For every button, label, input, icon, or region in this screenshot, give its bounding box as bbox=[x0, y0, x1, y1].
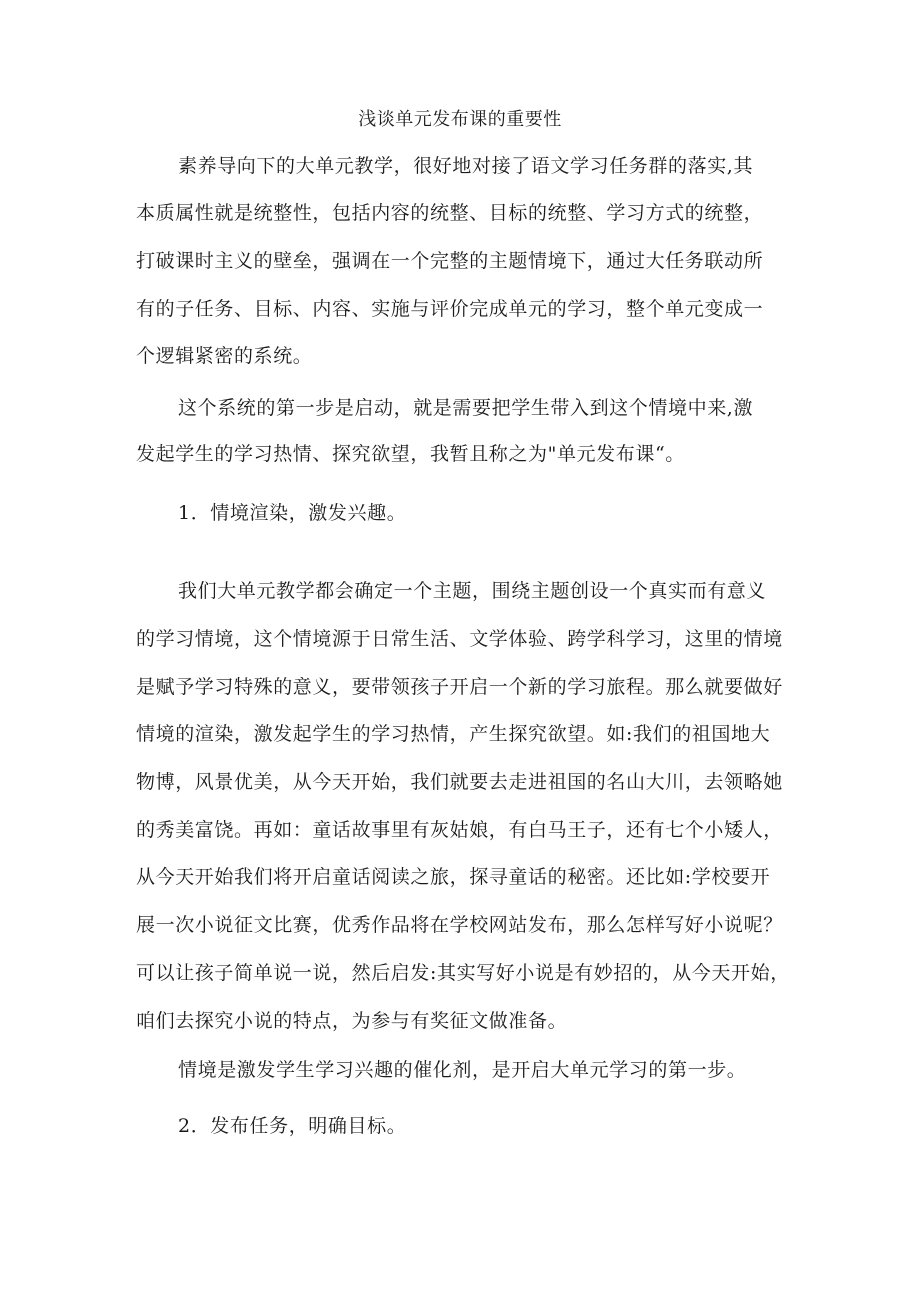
paragraph-line: 有的子任务、目标、内容、实施与评价完成单元的学习，整个单元变成一 bbox=[136, 298, 764, 320]
paragraph-line: 可以让孩子简单说一说，然后启发:其实写好小说是有妙招的，从今天开始， bbox=[136, 962, 790, 984]
paragraph-line: 咱们去探究小说的特点，为参与有奖征文做准备。 bbox=[136, 1010, 568, 1032]
paragraph-line: 打破课时主义的壁垒，强调在一个完整的主题情境下，通过大任务联动所 bbox=[136, 250, 764, 272]
paragraph-line: 发起学生的学习热情、探究欲望，我暂且称之为"单元发布课“。 bbox=[136, 443, 685, 465]
paragraph-line: 展一次小说征文比赛，优秀作品将在学校网站发布，那么怎样写好小说呢？ bbox=[136, 914, 783, 936]
document-title: 浅谈单元发布课的重要性 bbox=[358, 109, 562, 130]
paragraph-line: 这个系统的第一步是启动，就是需要把学生带入到这个情境中来,激 bbox=[178, 397, 754, 419]
paragraph-line: 物博，风景优美，从今天开始，我们就要去走进祖国的名山大川，去领略她 bbox=[136, 771, 783, 793]
section-heading: 1．情境渲染，激发兴趣。 bbox=[178, 502, 407, 524]
paragraph-line: 的秀美富饶。再如：童话故事里有灰姑娘，有白马王子，还有七个小矮人， bbox=[136, 819, 783, 841]
paragraph-line: 素养导向下的大单元教学，很好地对接了语文学习任务群的落实,其 bbox=[178, 155, 754, 177]
paragraph-line: 情境的渲染，激发起学生的学习热情，产生探究欲望。如:我们的祖国地大 bbox=[136, 723, 771, 745]
paragraph-line: 的学习情境，这个情境源于日常生活、文学体验、跨学科学习，这里的情境 bbox=[136, 628, 783, 650]
paragraph-line: 从今天开始我们将开启童话阅读之旅，探寻童话的秘密。还比如:学校要开 bbox=[136, 866, 771, 888]
paragraph-line: 我们大单元教学都会确定一个主题，围绕主题创设一个真实而有意义 bbox=[178, 580, 767, 602]
section-heading: 2．发布任务，明确目标。 bbox=[178, 1115, 407, 1137]
paragraph-line: 是赋予学习特殊的意义，要带领孩子开启一个新的学习旅程。那么就要做好 bbox=[136, 676, 783, 698]
paragraph-line: 情境是激发学生学习兴趣的催化剂，是开启大单元学习的第一步。 bbox=[178, 1059, 747, 1081]
paragraph-line: 本质属性就是统整性，包括内容的统整、目标的统整、学习方式的统整， bbox=[136, 202, 764, 224]
paragraph-line: 个逻辑紧密的系统。 bbox=[136, 345, 313, 367]
